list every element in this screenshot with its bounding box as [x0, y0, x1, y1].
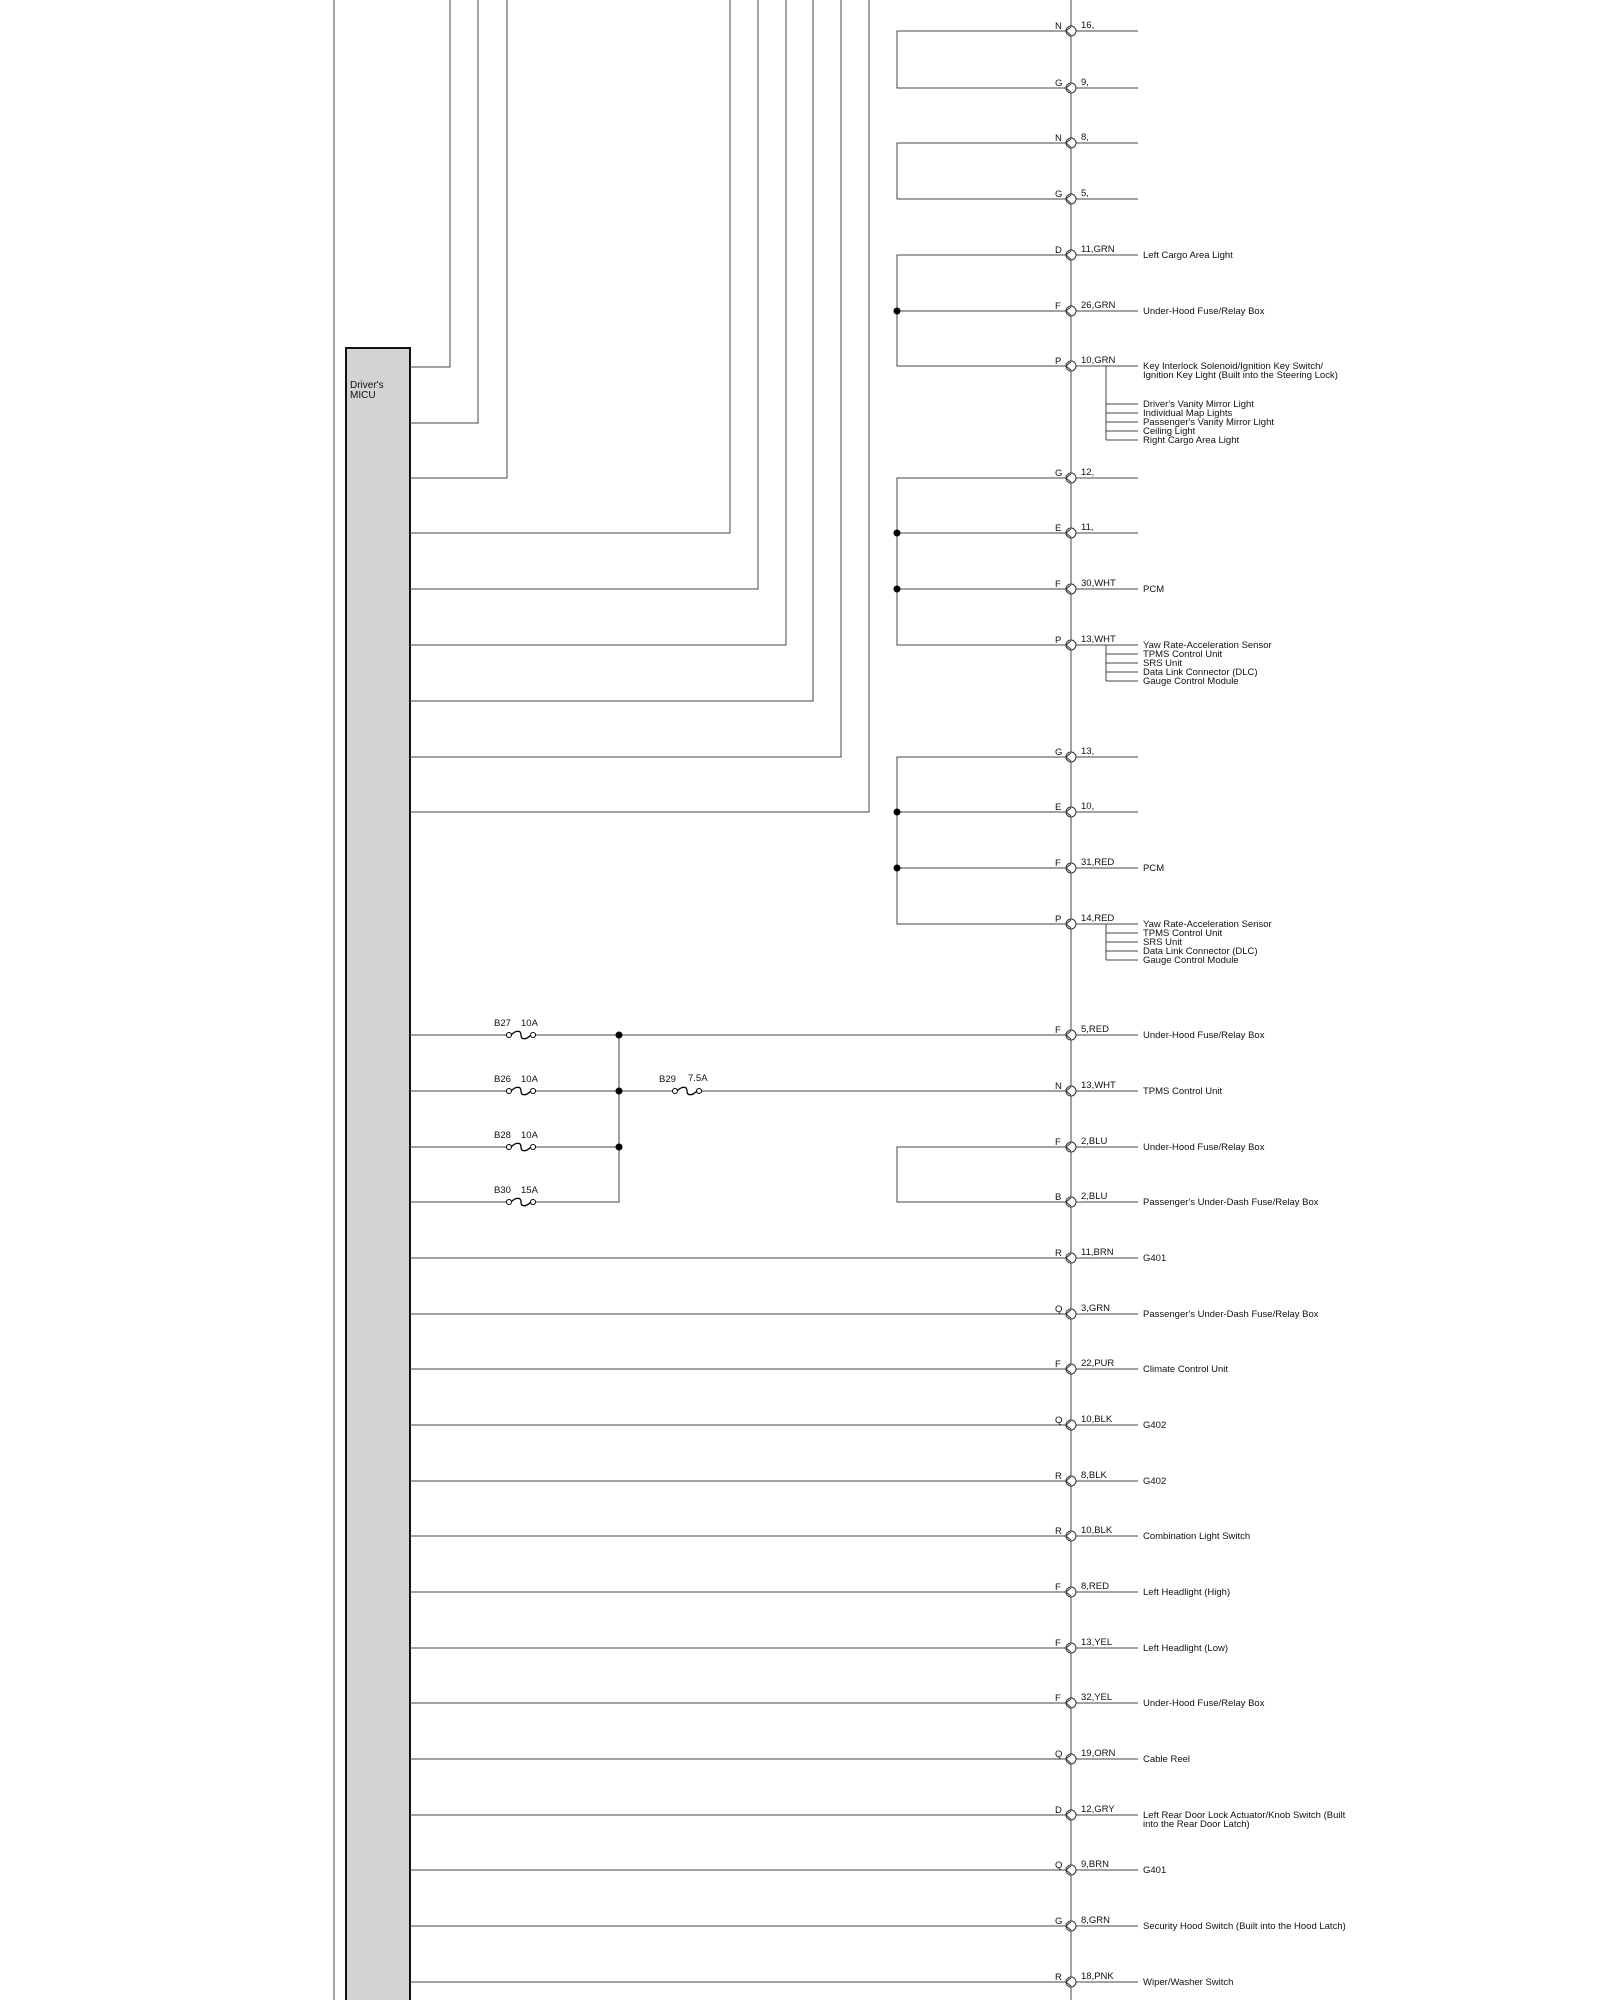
fuse-b28 [494, 1130, 539, 1151]
connector-letter: P [1055, 635, 1062, 646]
pin-wire-label: 10,BLK [1081, 1525, 1113, 1536]
pin-destination: Wiper/Washer Switch [1143, 1977, 1234, 1988]
pin-sub-destination: Right Cargo Area Light [1143, 435, 1240, 446]
micu-module [346, 348, 410, 2000]
connector-letter: G [1055, 189, 1063, 200]
pin-sub-destination: Gauge Control Module [1143, 955, 1239, 966]
micu-label-line2: MICU [350, 390, 376, 401]
pin-wire-label: 13,WHT [1081, 1080, 1116, 1091]
connector-letter: D [1055, 1805, 1062, 1816]
pin-sub-destination: Ceiling Light [1143, 426, 1196, 437]
pin-row [1055, 300, 1265, 317]
splice-dot [894, 865, 901, 872]
pin-row [1055, 467, 1138, 483]
pin-row [410, 1525, 1250, 1542]
pin-destination: Cable Reel [1143, 1754, 1190, 1765]
pin-sub-destination: Gauge Control Module [1143, 676, 1239, 687]
splice-dot [894, 586, 901, 593]
connector-letter: G [1055, 78, 1063, 89]
pin-wire-label: 11,GRN [1081, 244, 1115, 255]
pin-destination: into the Rear Door Latch) [1143, 1819, 1250, 1830]
pin-row [410, 1804, 1346, 1830]
pin-row [410, 1971, 1233, 1988]
pin-row [410, 1637, 1228, 1654]
fuse-b28-rating: 10A [521, 1130, 538, 1141]
pin-destination: Passenger's Under-Dash Fuse/Relay Box [1143, 1309, 1319, 1320]
pin-row [410, 1358, 1228, 1375]
splice-dot [616, 1032, 623, 1039]
fuse-b28-id: B28 [494, 1130, 511, 1141]
pin-sub-destination: Driver's Vanity Mirror Light [1143, 399, 1254, 410]
connector-letter: Q [1055, 1415, 1063, 1426]
pin-row [1055, 20, 1138, 36]
connector-letter: F [1055, 1137, 1061, 1148]
connector-letter: Q [1055, 1860, 1063, 1871]
pin-wire-label: 8,BLK [1081, 1470, 1107, 1481]
connector-letter: F [1055, 1359, 1061, 1370]
pin-destination: Under-Hood Fuse/Relay Box [1143, 1030, 1265, 1041]
pin-row [410, 1915, 1346, 1932]
pin-destination: G401 [1143, 1253, 1167, 1264]
pin-wire-label: 9, [1081, 77, 1089, 88]
pin-wire-label: 8, [1081, 132, 1089, 143]
pin-row [1055, 188, 1138, 204]
pin-row [1055, 634, 1272, 687]
pin-wire-label: 3,GRN [1081, 1303, 1111, 1314]
pin-row [1055, 77, 1138, 93]
pin-wire-label: 32,YEL [1081, 1692, 1113, 1703]
pin-destination: Under-Hood Fuse/Relay Box [1143, 1698, 1265, 1709]
connector-letter: F [1055, 1693, 1061, 1704]
connector-letter: G [1055, 468, 1063, 479]
fuse-b30-rating: 15A [521, 1185, 538, 1196]
fuse-block [410, 1018, 1071, 1206]
connector-letter: P [1055, 914, 1062, 925]
pin-wire-label: 12, [1081, 467, 1095, 478]
pin-row [1055, 244, 1233, 261]
connector-letter: G [1055, 747, 1063, 758]
fuse-b26-id: B26 [494, 1074, 511, 1085]
pin-wire-label: 30,WHT [1081, 578, 1116, 589]
micu-label-line1: Driver's [350, 380, 384, 391]
pin-wire-label: 10,BLK [1081, 1414, 1113, 1425]
pin-wire-label: 10,GRN [1081, 355, 1116, 366]
pin-wire-label: 13, [1081, 746, 1095, 757]
pin-destination: Under-Hood Fuse/Relay Box [1143, 1142, 1265, 1153]
pin-wire-label: 11, [1081, 522, 1094, 533]
connector-letter: G [1055, 1916, 1063, 1927]
pin-sub-destination: SRS Unit [1143, 937, 1183, 948]
pin-row [1055, 1024, 1265, 1041]
connector-letter: F [1055, 858, 1061, 869]
pin-row [410, 1247, 1166, 1264]
fuse-b30 [494, 1185, 539, 1206]
pin-wire-label: 5,RED [1081, 1024, 1109, 1035]
pin-destination: Security Hood Switch (Built into the Hood Latch) [1143, 1921, 1346, 1932]
pin-destination: TPMS Control Unit [1143, 1086, 1223, 1097]
connector-letter: R [1055, 1972, 1062, 1983]
pin-row [410, 1581, 1230, 1598]
pin-destination: Climate Control Unit [1143, 1364, 1228, 1375]
connector-letter: B [1055, 1192, 1062, 1203]
pin-destination: Key Interlock Solenoid/Ignition Key Switch/ [1143, 361, 1324, 372]
pin-row [1055, 1136, 1265, 1153]
pin-sub-destination: Data Link Connector (DLC) [1143, 946, 1258, 957]
connector-pin-rows [410, 20, 1346, 1988]
connector-letter: N [1055, 133, 1062, 144]
connector-letter: R [1055, 1526, 1062, 1537]
pin-wire-label: 5, [1081, 188, 1089, 199]
connector-letter: R [1055, 1248, 1062, 1259]
pin-destination: Ignition Key Light (Built into the Steering Lock) [1143, 370, 1338, 381]
connector-letter: F [1055, 1638, 1061, 1649]
pin-destination: Yaw Rate-Acceleration Sensor [1143, 640, 1272, 651]
pin-row [1055, 746, 1138, 762]
fuse-b29-rating: 7.5A [688, 1073, 708, 1084]
pin-wire-label: 22,PUR [1081, 1358, 1115, 1369]
fuse-b27 [494, 1018, 539, 1039]
pin-wire-label: 13,WHT [1081, 634, 1116, 645]
connector-letter: Q [1055, 1304, 1063, 1315]
pin-wire-label: 13,YEL [1081, 1637, 1113, 1648]
pin-row [1055, 355, 1338, 446]
pin-wire-label: 10, [1081, 801, 1095, 812]
pin-destination: Left Cargo Area Light [1143, 250, 1233, 261]
pin-wire-label: 2,BLU [1081, 1136, 1108, 1147]
pin-wire-label: 26,GRN [1081, 300, 1116, 311]
pin-wire-label: 9,BRN [1081, 1859, 1109, 1870]
connector-letter: N [1055, 21, 1062, 32]
fuse-b26 [494, 1074, 539, 1095]
pin-destination: Left Headlight (High) [1143, 1587, 1231, 1598]
connector-letter: F [1055, 579, 1061, 590]
pin-destination: Left Rear Door Lock Actuator/Knob Switch (Built [1143, 1810, 1346, 1821]
pin-row [410, 1303, 1319, 1320]
pin-sub-destination: TPMS Control Unit [1143, 928, 1223, 939]
pin-row [1055, 1080, 1223, 1097]
pin-row [1055, 801, 1138, 817]
fuse-b30-id: B30 [494, 1185, 511, 1196]
pin-wire-label: 31,RED [1081, 857, 1115, 868]
upper-harness-lines [410, 0, 869, 812]
fuse-b27-id: B27 [494, 1018, 511, 1029]
pin-destination: G402 [1143, 1420, 1167, 1431]
pin-sub-destination: TPMS Control Unit [1143, 649, 1223, 660]
splice-dot [894, 809, 901, 816]
pin-wire-label: 19,ORN [1081, 1748, 1116, 1759]
pin-row [1055, 132, 1138, 148]
connector-letter: F [1055, 301, 1061, 312]
connector-letter: N [1055, 1081, 1062, 1092]
pin-row [410, 1470, 1166, 1487]
pin-wire-label: 18,PNK [1081, 1971, 1114, 1982]
pin-destination: PCM [1143, 863, 1165, 874]
pin-wire-label: 8,GRN [1081, 1915, 1111, 1926]
pin-row [410, 1414, 1166, 1431]
pin-wire-label: 8,RED [1081, 1581, 1109, 1592]
pin-row [410, 1692, 1265, 1709]
pin-destination: Yaw Rate-Acceleration Sensor [1143, 919, 1272, 930]
pin-destination: Left Headlight (Low) [1143, 1643, 1229, 1654]
connector-brackets [894, 31, 1072, 1202]
pin-sub-destination: SRS Unit [1143, 658, 1183, 669]
pin-wire-label: 12,GRY [1081, 1804, 1115, 1815]
pin-wire-label: 14,RED [1081, 913, 1115, 924]
pin-wire-label: 11,BRN [1081, 1247, 1114, 1258]
pin-row [410, 1859, 1166, 1876]
pin-sub-destination: Data Link Connector (DLC) [1143, 667, 1258, 678]
pin-row [410, 1748, 1190, 1765]
connector-letter: P [1055, 356, 1062, 367]
pin-destination: PCM [1143, 584, 1165, 595]
fuse-b26-rating: 10A [521, 1074, 538, 1085]
pin-destination: Combination Light Switch [1143, 1531, 1251, 1542]
pin-sub-destination: Individual Map Lights [1143, 408, 1233, 419]
connector-letter: F [1055, 1582, 1061, 1593]
connector-letter: R [1055, 1471, 1062, 1482]
pin-destination: G401 [1143, 1865, 1167, 1876]
pin-wire-label: 16, [1081, 20, 1095, 31]
connector-letter: D [1055, 245, 1062, 256]
pin-destination: Under-Hood Fuse/Relay Box [1143, 306, 1265, 317]
pin-row [1055, 913, 1272, 966]
pin-wire-label: 2,BLU [1081, 1191, 1108, 1202]
pin-destination: G402 [1143, 1476, 1167, 1487]
pin-row [1055, 522, 1138, 538]
connector-letter: F [1055, 1025, 1061, 1036]
pin-destination: Passenger's Under-Dash Fuse/Relay Box [1143, 1197, 1319, 1208]
connector-letter: E [1055, 523, 1062, 534]
splice-dot [894, 308, 901, 315]
splice-dot [616, 1088, 623, 1095]
fuse-b29-id: B29 [659, 1074, 676, 1085]
pin-row [1055, 1191, 1319, 1208]
pin-sub-destination: Passenger's Vanity Mirror Light [1143, 417, 1274, 428]
splice-dot [616, 1144, 623, 1151]
fuse-b27-rating: 10A [521, 1018, 538, 1029]
connector-letter: Q [1055, 1749, 1063, 1760]
connector-letter: E [1055, 802, 1062, 813]
splice-dot [894, 530, 901, 537]
